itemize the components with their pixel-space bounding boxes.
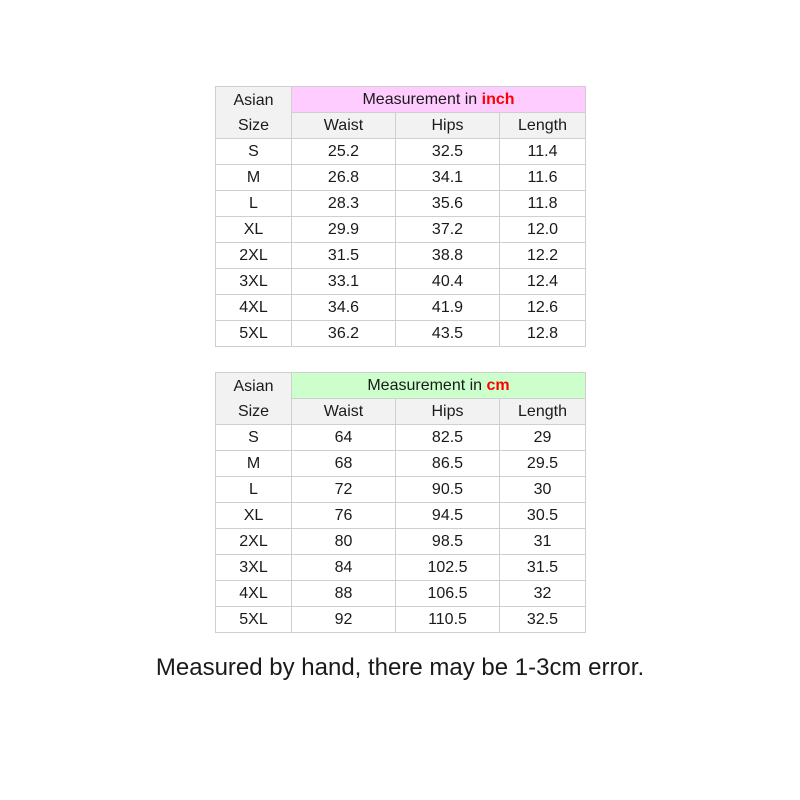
hips-cell: 86.5 — [396, 451, 500, 477]
length-cell: 31 — [500, 529, 586, 555]
length-cell: 31.5 — [500, 555, 586, 581]
table-row — [216, 243, 586, 269]
table-row — [216, 555, 586, 581]
hips-cell: 94.5 — [396, 503, 500, 529]
hips-cell: 82.5 — [396, 425, 500, 451]
waist-header: Waist — [292, 399, 396, 425]
hips-cell: 34.1 — [396, 165, 500, 191]
waist-cell: 28.3 — [292, 191, 396, 217]
table-row — [216, 191, 586, 217]
table-row — [216, 607, 586, 633]
size-cell: M — [216, 165, 292, 191]
hips-cell: 41.9 — [396, 295, 500, 321]
hips-cell: 40.4 — [396, 269, 500, 295]
length-cell: 12.8 — [500, 321, 586, 347]
table-row — [216, 295, 586, 321]
waist-header: Waist — [292, 113, 396, 139]
table-row — [216, 529, 586, 555]
hips-cell: 106.5 — [396, 581, 500, 607]
hips-cell: 110.5 — [396, 607, 500, 633]
length-cell: 11.8 — [500, 191, 586, 217]
hips-cell: 32.5 — [396, 139, 500, 165]
hips-cell: 90.5 — [396, 477, 500, 503]
waist-cell: 34.6 — [292, 295, 396, 321]
length-header: Length — [500, 113, 586, 139]
waist-cell: 31.5 — [292, 243, 396, 269]
asian-size-header — [216, 87, 292, 139]
hips-cell: 102.5 — [396, 555, 500, 581]
measurement-note: Measured by hand, there may be 1-3cm error. — [155, 654, 645, 681]
size-cell: 4XL — [216, 581, 292, 607]
table-row — [216, 139, 586, 165]
table-row — [216, 451, 586, 477]
size-cell: 2XL — [216, 243, 292, 269]
length-cell: 11.4 — [500, 139, 586, 165]
length-cell: 11.6 — [500, 165, 586, 191]
length-cell: 30.5 — [500, 503, 586, 529]
size-header-line-1: Asian — [233, 91, 274, 109]
hips-cell: 38.8 — [396, 243, 500, 269]
size-cell: 5XL — [216, 607, 292, 633]
size-cell: S — [216, 425, 292, 451]
length-cell: 12.2 — [500, 243, 586, 269]
hips-cell: 98.5 — [396, 529, 500, 555]
table-row — [216, 477, 586, 503]
waist-cell: 80 — [292, 529, 396, 555]
asian-size-header — [216, 373, 292, 425]
header-row — [216, 87, 586, 113]
measurement-prefix: Measurement in — [362, 91, 482, 108]
waist-cell: 76 — [292, 503, 396, 529]
waist-cell: 72 — [292, 477, 396, 503]
measurement-header — [292, 373, 586, 399]
length-cell: 32.5 — [500, 607, 586, 633]
size-cell: M — [216, 451, 292, 477]
hips-cell: 37.2 — [396, 217, 500, 243]
table-body — [216, 87, 586, 347]
length-cell: 32 — [500, 581, 586, 607]
table-row — [216, 217, 586, 243]
length-cell: 12.6 — [500, 295, 586, 321]
waist-cell: 92 — [292, 607, 396, 633]
size-header-line-2: Size — [237, 116, 270, 134]
waist-cell: 68 — [292, 451, 396, 477]
size-cell: L — [216, 477, 292, 503]
size-cell: XL — [216, 503, 292, 529]
measurement-unit: inch — [481, 91, 515, 108]
size-table-cm — [215, 372, 586, 633]
size-header-line-2: Size — [237, 402, 270, 420]
hips-header: Hips — [396, 113, 500, 139]
size-cell: 5XL — [216, 321, 292, 347]
table-row — [216, 503, 586, 529]
size-cell: 3XL — [216, 269, 292, 295]
length-cell: 12.4 — [500, 269, 586, 295]
waist-cell: 29.9 — [292, 217, 396, 243]
hips-cell: 43.5 — [396, 321, 500, 347]
size-cell: XL — [216, 217, 292, 243]
table-row — [216, 269, 586, 295]
table-row — [216, 581, 586, 607]
waist-cell: 26.8 — [292, 165, 396, 191]
size-cell: S — [216, 139, 292, 165]
measurement-prefix: Measurement in — [367, 377, 487, 394]
measurement-header — [292, 87, 586, 113]
header-row — [216, 373, 586, 399]
length-cell: 29.5 — [500, 451, 586, 477]
measurement-unit: cm — [486, 377, 510, 394]
hips-header: Hips — [396, 399, 500, 425]
size-table-inch — [215, 86, 586, 347]
length-cell: 29 — [500, 425, 586, 451]
waist-cell: 64 — [292, 425, 396, 451]
size-cell: 3XL — [216, 555, 292, 581]
table-row — [216, 321, 586, 347]
size-header-line-1: Asian — [233, 377, 274, 395]
waist-cell: 25.2 — [292, 139, 396, 165]
size-cell: L — [216, 191, 292, 217]
waist-cell: 33.1 — [292, 269, 396, 295]
length-cell: 30 — [500, 477, 586, 503]
waist-cell: 88 — [292, 581, 396, 607]
length-header: Length — [500, 399, 586, 425]
hips-cell: 35.6 — [396, 191, 500, 217]
table-row — [216, 425, 586, 451]
table-row — [216, 165, 586, 191]
size-cell: 4XL — [216, 295, 292, 321]
table-body — [216, 373, 586, 633]
waist-cell: 84 — [292, 555, 396, 581]
size-cell: 2XL — [216, 529, 292, 555]
length-cell: 12.0 — [500, 217, 586, 243]
waist-cell: 36.2 — [292, 321, 396, 347]
